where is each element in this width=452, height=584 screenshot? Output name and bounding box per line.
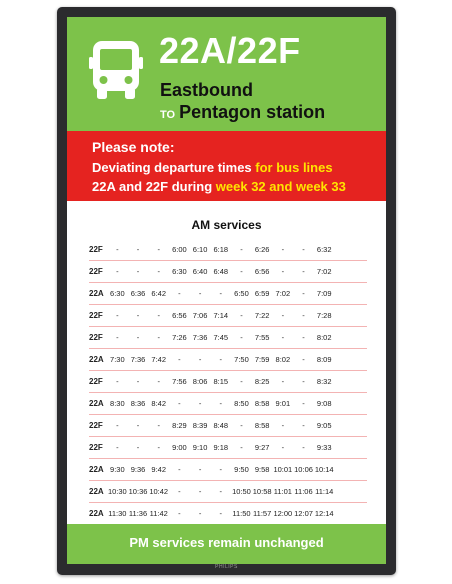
departure-time: - xyxy=(302,443,305,452)
departure-time: 7:55 xyxy=(254,333,270,342)
departure-time: 10:58 xyxy=(252,487,272,496)
display-monitor xyxy=(57,7,396,575)
table-row xyxy=(89,327,367,349)
table-row xyxy=(89,283,367,305)
departure-time: - xyxy=(157,443,160,452)
departure-time: 6:32 xyxy=(316,245,332,254)
departure-time: 11:50 xyxy=(232,509,251,518)
departure-time: - xyxy=(178,487,181,496)
departure-time: 9:33 xyxy=(316,443,332,452)
departure-time: 6:26 xyxy=(254,245,270,254)
departure-time: 7:30 xyxy=(110,355,125,364)
table-row xyxy=(89,459,367,481)
departure-time: - xyxy=(178,289,181,298)
departure-time: 6:10 xyxy=(192,245,208,254)
departure-time: - xyxy=(116,377,119,386)
departure-time: 10:01 xyxy=(273,465,293,474)
am-services-title: AM services xyxy=(191,218,262,232)
departure-time: - xyxy=(302,289,305,298)
departure-time: 9:42 xyxy=(151,465,167,474)
signage-screen xyxy=(67,17,386,564)
line-label: 22A xyxy=(89,509,104,518)
departure-time: - xyxy=(219,355,223,364)
departure-time: 8:58 xyxy=(254,399,270,408)
departure-time: 7:06 xyxy=(192,311,208,320)
route-header xyxy=(67,17,386,131)
departure-time: - xyxy=(116,311,119,320)
notice-deviating: Deviating departure times xyxy=(92,160,252,175)
departure-time: 9:10 xyxy=(192,443,208,452)
departure-time: - xyxy=(240,245,243,254)
line-label: 22F xyxy=(89,245,103,254)
departure-time: 12:07 xyxy=(294,509,313,518)
departure-time: - xyxy=(116,245,119,254)
departure-time: - xyxy=(136,333,140,342)
departure-time: 10:36 xyxy=(128,487,148,496)
departure-time: - xyxy=(136,443,140,452)
departure-time: 7:56 xyxy=(172,377,187,386)
departure-time: - xyxy=(178,465,181,474)
departure-time: 11:57 xyxy=(253,509,272,518)
departure-time: 6:56 xyxy=(254,267,270,276)
departure-time: - xyxy=(302,421,305,430)
departure-time: 8:58 xyxy=(254,421,270,430)
line-label: 22A xyxy=(89,399,104,408)
departure-time: 8:48 xyxy=(213,421,229,430)
departure-time: - xyxy=(157,311,160,320)
departure-time: - xyxy=(240,443,243,452)
departure-time: - xyxy=(240,311,243,320)
departure-time: 8:29 xyxy=(172,421,187,430)
departure-time: 7:36 xyxy=(130,355,146,364)
table-row xyxy=(89,371,367,393)
departure-time: 8:02 xyxy=(316,333,332,342)
table-row xyxy=(89,415,367,437)
line-label: 22F xyxy=(89,267,103,276)
line-label: 22A xyxy=(89,465,104,474)
departure-time: 7:59 xyxy=(254,355,270,364)
departure-time: 11:42 xyxy=(149,509,168,518)
departure-time: 12:00 xyxy=(273,509,293,518)
departure-time: 10:50 xyxy=(232,487,251,496)
departure-time: - xyxy=(240,377,243,386)
departure-time: 11:01 xyxy=(273,487,292,496)
departure-time: 6:18 xyxy=(213,245,229,254)
departure-time: - xyxy=(136,311,140,320)
departure-time: - xyxy=(240,333,243,342)
departure-time: - xyxy=(157,421,160,430)
departure-time: 8:09 xyxy=(316,355,332,364)
notice-banner xyxy=(67,131,386,201)
departure-time: 8:30 xyxy=(110,399,125,408)
departure-time: - xyxy=(157,333,160,342)
timetable-rows xyxy=(89,239,367,525)
departure-time: 7:50 xyxy=(234,355,249,364)
departure-time: - xyxy=(116,267,119,276)
line-label: 22F xyxy=(89,311,103,320)
table-row xyxy=(89,437,367,459)
departure-time: 9:08 xyxy=(316,399,332,408)
table-row xyxy=(89,261,367,283)
departure-time: - xyxy=(281,421,285,430)
departure-time: - xyxy=(198,465,202,474)
departure-time: 6:50 xyxy=(234,289,249,298)
departure-time: - xyxy=(281,245,285,254)
departure-time: - xyxy=(198,289,202,298)
departure-time: 7:45 xyxy=(213,333,229,342)
departure-time: 7:26 xyxy=(172,333,187,342)
departure-time: 7:28 xyxy=(316,311,332,320)
departure-time: - xyxy=(198,509,202,518)
departure-time: 6:40 xyxy=(192,267,208,276)
notice-weeks: week 32 and week 33 xyxy=(215,179,346,194)
departure-time: 9:18 xyxy=(213,443,229,452)
footer-banner xyxy=(67,524,386,564)
departure-time: 9:01 xyxy=(275,399,291,408)
table-row xyxy=(89,239,367,261)
departure-time: 7:02 xyxy=(316,267,332,276)
footer-text: PM services remain unchanged xyxy=(129,535,324,550)
departure-time: 8:36 xyxy=(130,399,146,408)
destination-label: Pentagon station xyxy=(179,102,326,122)
departure-time: - xyxy=(157,267,160,276)
departure-time: 8:06 xyxy=(192,377,208,386)
departure-time: 11:30 xyxy=(108,509,127,518)
departure-time: - xyxy=(219,509,223,518)
departure-time: 6:00 xyxy=(172,245,187,254)
departure-time: - xyxy=(178,509,181,518)
departure-time: - xyxy=(116,421,119,430)
notice-lines: 22A and 22F during xyxy=(92,179,213,194)
departure-time: - xyxy=(302,311,305,320)
departure-time: 8:50 xyxy=(234,399,249,408)
departure-time: - xyxy=(240,421,243,430)
departure-time: 10:14 xyxy=(314,465,334,474)
departure-time: - xyxy=(302,377,305,386)
departure-time: - xyxy=(302,245,305,254)
departure-time: 7:02 xyxy=(275,289,291,298)
departure-time: - xyxy=(198,487,202,496)
departure-time: 8:39 xyxy=(192,421,208,430)
departure-time: - xyxy=(178,355,181,364)
departure-time: - xyxy=(157,245,160,254)
departure-time: 9:05 xyxy=(316,421,332,430)
departure-time: - xyxy=(116,443,119,452)
departure-time: 10:42 xyxy=(149,487,169,496)
departure-time: 9:00 xyxy=(172,443,187,452)
line-label: 22F xyxy=(89,443,103,452)
notice-bus-lines: for bus lines xyxy=(255,160,333,175)
table-row xyxy=(89,503,367,525)
departure-time: - xyxy=(219,465,223,474)
departure-time: 9:58 xyxy=(254,465,270,474)
bus-icon xyxy=(89,40,143,100)
departure-time: 6:42 xyxy=(151,289,167,298)
monitor-brand: PHILIPS xyxy=(215,564,238,570)
line-label: 22F xyxy=(89,333,103,342)
line-label: 22A xyxy=(89,289,104,298)
departure-time: 6:56 xyxy=(172,311,187,320)
departure-time: 12:14 xyxy=(314,509,334,518)
departure-time: 8:02 xyxy=(275,355,291,364)
departure-time: 8:42 xyxy=(151,399,167,408)
departure-time: 11:06 xyxy=(294,487,313,496)
departure-time: 7:36 xyxy=(192,333,208,342)
direction-label: Eastbound xyxy=(160,80,253,100)
departure-time: 9:36 xyxy=(130,465,146,474)
line-label: 22A xyxy=(89,487,104,496)
to-label: TO xyxy=(160,109,176,121)
departure-time: - xyxy=(198,399,202,408)
departure-time: - xyxy=(302,267,305,276)
departure-time: - xyxy=(219,289,223,298)
departure-time: 8:15 xyxy=(213,377,229,386)
line-label: 22F xyxy=(89,421,103,430)
departure-time: - xyxy=(281,333,285,342)
departure-time: - xyxy=(219,399,223,408)
departure-time: 6:30 xyxy=(172,267,187,276)
departure-time: 7:22 xyxy=(254,311,270,320)
departure-time: 9:27 xyxy=(254,443,270,452)
departure-time: - xyxy=(136,377,140,386)
line-label: 22F xyxy=(89,377,103,386)
timetable-panel xyxy=(67,201,386,524)
departure-time: - xyxy=(302,333,305,342)
table-row xyxy=(89,481,367,503)
table-row xyxy=(89,393,367,415)
table-row xyxy=(89,349,367,371)
departure-time: - xyxy=(302,399,305,408)
departure-time: - xyxy=(116,333,119,342)
departure-time: 7:09 xyxy=(316,289,332,298)
departure-time: 10:30 xyxy=(107,487,127,496)
departure-time: 6:48 xyxy=(213,267,229,276)
departure-time: 7:42 xyxy=(151,355,167,364)
departure-time: 6:30 xyxy=(110,289,125,298)
departure-time: - xyxy=(219,487,223,496)
departure-time: - xyxy=(178,399,181,408)
destination-line xyxy=(160,101,325,126)
line-label: 22A xyxy=(89,355,104,364)
departure-time: - xyxy=(198,355,202,364)
departure-time: - xyxy=(157,377,160,386)
departure-time: 9:50 xyxy=(234,465,249,474)
departure-time: 11:36 xyxy=(128,509,148,518)
departure-time: 8:32 xyxy=(316,377,332,386)
departure-time: - xyxy=(281,311,285,320)
departure-time: 6:36 xyxy=(130,289,146,298)
notice-body xyxy=(92,158,382,196)
departure-time: 8:25 xyxy=(254,377,270,386)
departure-time: 6:59 xyxy=(254,289,270,298)
notice-title: Please note: xyxy=(92,139,175,155)
departure-time: - xyxy=(136,245,140,254)
departure-time: - xyxy=(281,377,285,386)
departure-time: 9:30 xyxy=(110,465,125,474)
departure-time: - xyxy=(136,421,140,430)
departure-time: 7:14 xyxy=(213,311,229,320)
departure-time: 11:14 xyxy=(315,487,334,496)
departure-time: - xyxy=(281,443,285,452)
departure-time: - xyxy=(136,267,140,276)
departure-time: 10:06 xyxy=(294,465,313,474)
route-number: 22A/22F xyxy=(159,30,301,71)
departure-time: - xyxy=(281,267,285,276)
table-row xyxy=(89,305,367,327)
departure-time: - xyxy=(240,267,243,276)
departure-time: - xyxy=(302,355,305,364)
